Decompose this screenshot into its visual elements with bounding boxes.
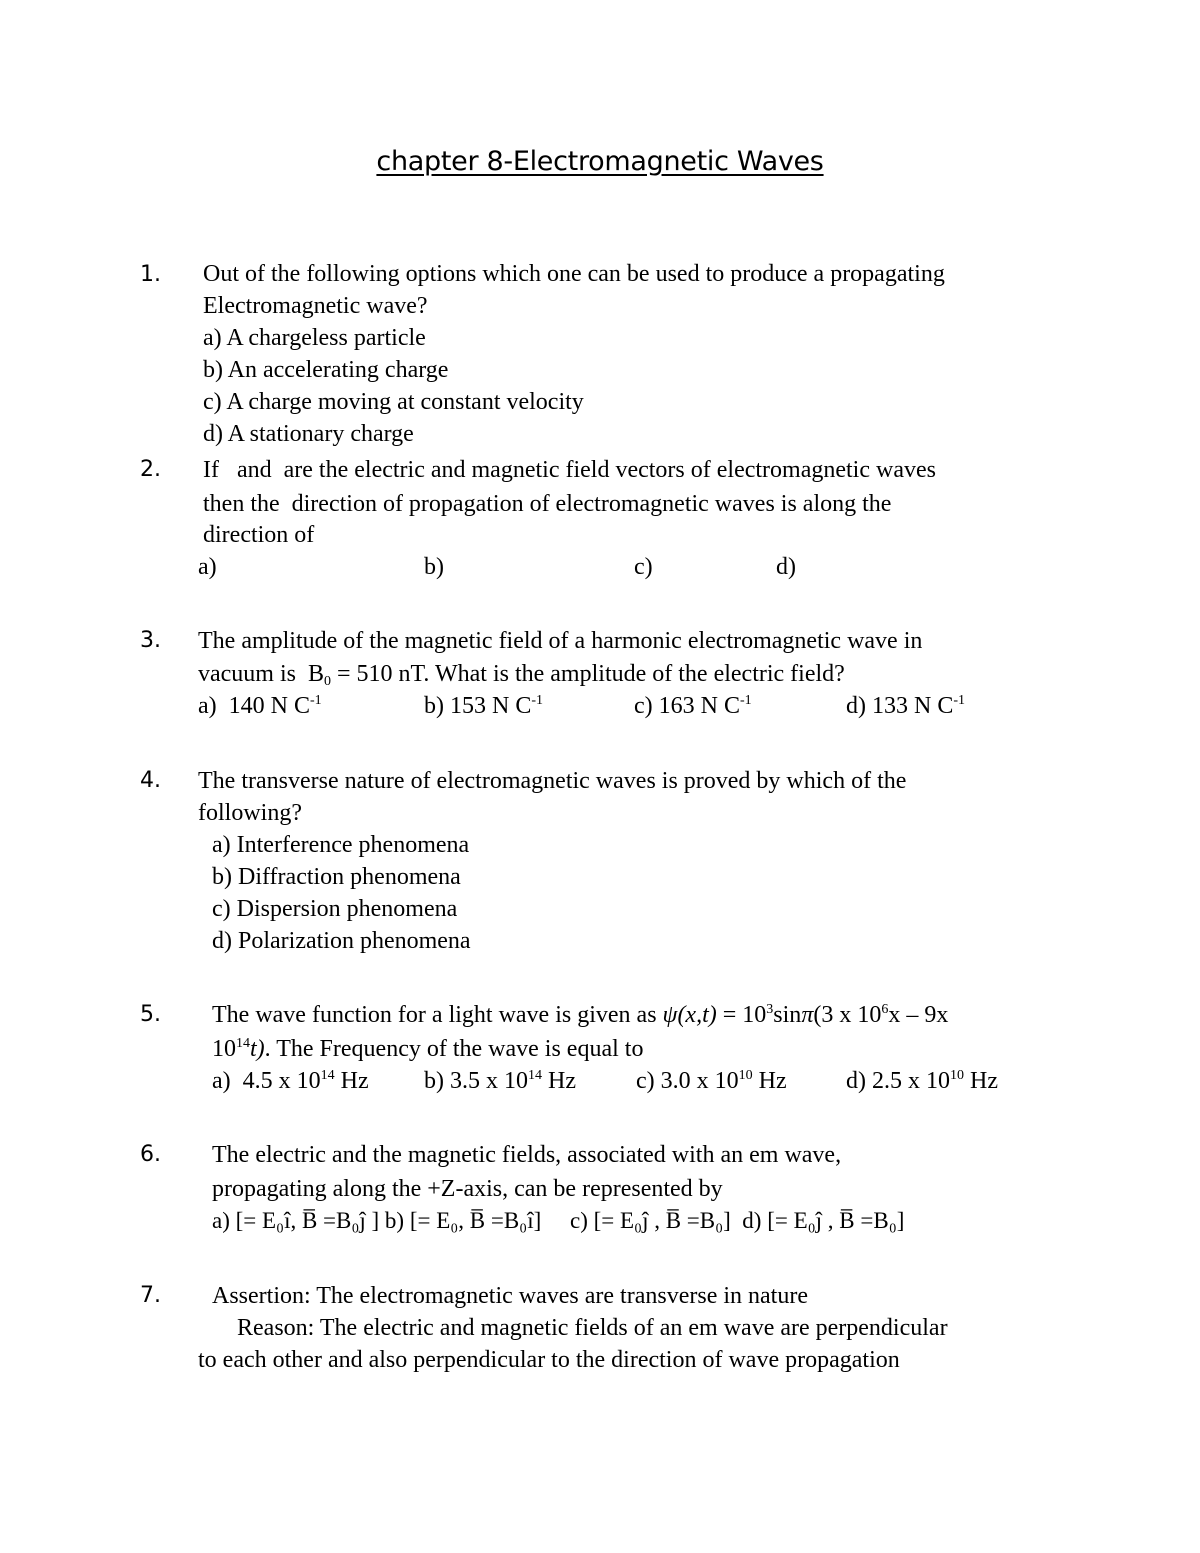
question-text: The wave function for a light wave is given as $\psi(x,t) = 10^3\sin\pi(3$ x $10^6x - 9x$ [212,1002,949,1028]
question-number: 1. [140,262,161,287]
question-text: $10^{14}t$). The Frequency of the wave is equal to [212,1036,644,1062]
option-d: d) Polarization phenomena [212,928,471,954]
question-number: 3. [140,628,161,653]
option-b: b) An accelerating charge [203,357,449,383]
question-text: The transverse nature of electromagnetic waves is proved by which of the [198,768,907,794]
question-number: 4. [140,768,161,793]
option-a: a) 140 N $C^{-1}$ [198,693,322,719]
assertion-text: Assertion: The electromagnetic waves are transverse in nature [212,1283,808,1309]
question-text: following? [198,800,302,826]
question-text: direction of [203,522,315,548]
option-a: a) Interference phenomena [212,832,470,858]
option-c: c) [634,554,653,580]
option-d: d) 2.5 x $10^{10}$ Hz [846,1068,998,1094]
question-number: 5. [140,1002,161,1027]
option-d: d) A stationary charge [203,421,414,447]
option-d: d) [776,554,796,580]
options-row: a) [= E₀î, B̅ =B₀ĵ ] b) [= E₀, B̅ =B₀î] c) [= E₀ĵ , B̅ =B₀] d) [= E₀ĵ , B̅ =B₀] [212,1208,905,1233]
question-text: then the direction of propagation of electromagnetic waves is along the [203,491,892,517]
question-number: 6. [140,1142,161,1167]
option-c: c) 163 N $C^{-1}$ [634,693,752,719]
option-d: d) 133 N $C^{-1}$ [846,693,966,719]
option-a: a) A chargeless particle [203,325,426,351]
reason-text: to each other and also perpendicular to the direction of wave propagation [198,1347,900,1373]
question-number: 7. [140,1283,161,1308]
question-text: Electromagnetic wave? [203,293,428,319]
question-text: If and are the electric and magnetic field vectors of electromagnetic waves [203,457,936,483]
option-b: b) Diffraction phenomena [212,864,461,890]
option-a: a) [198,554,217,580]
option-b: b) [424,554,444,580]
question-text: Out of the following options which one can be used to produce a propagating [203,261,945,287]
option-b: b) 153 N $C^{-1}$ [424,693,544,719]
option-c: c) 3.0 x $10^{10}$ Hz [636,1068,787,1094]
option-c: c) Dispersion phenomena [212,896,458,922]
question-number: 2. [140,457,161,482]
page-title: chapter 8-Electromagnetic Waves [376,146,824,177]
question-text: vacuum is $B_0 = 510$ nT. What is the amplitude of the electric field? [198,661,845,689]
option-c: c) A charge moving at constant velocity [203,389,584,415]
option-a: a) 4.5 x $10^{14}$ Hz [212,1068,369,1094]
reason-text: Reason: The electric and magnetic fields of an em wave are perpendicular [237,1315,948,1341]
question-text: The amplitude of the magnetic field of a harmonic electromagnetic wave in [198,628,923,654]
option-b: b) 3.5 x $10^{14}$ Hz [424,1068,576,1094]
question-text: propagating along the +Z-axis, can be represented by [212,1176,723,1202]
question-text: The electric and the magnetic fields, associated with an em wave, [212,1142,842,1168]
